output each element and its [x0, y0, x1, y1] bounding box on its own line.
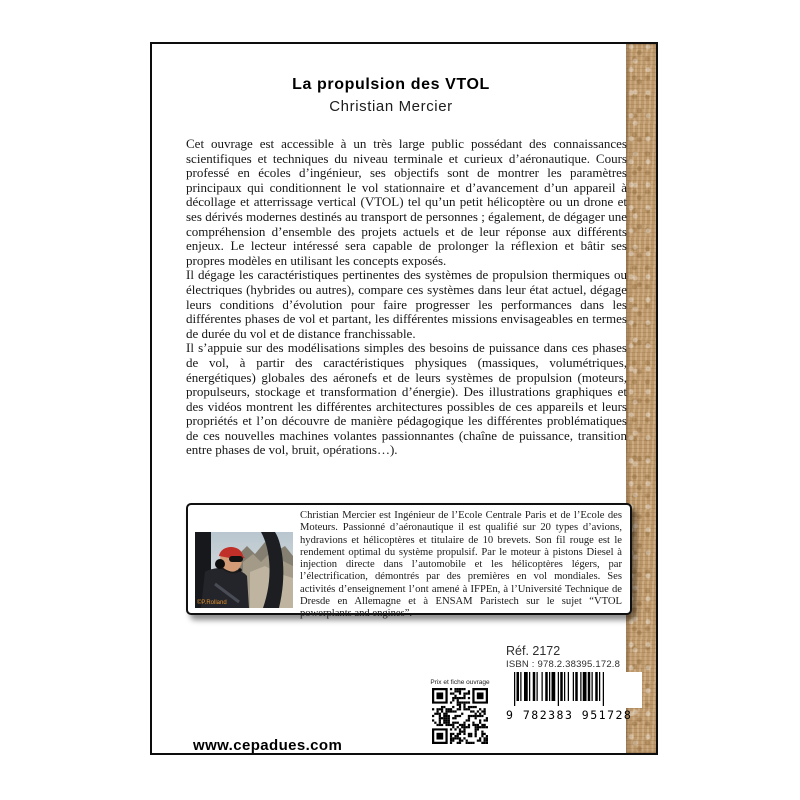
qr-label: Prix et fiche ouvrage	[430, 679, 490, 686]
isbn: ISBN : 978.2.38395.172.8	[506, 659, 621, 670]
book-title: La propulsion des VTOL	[292, 76, 490, 93]
synopsis	[186, 137, 627, 458]
qr-block	[424, 679, 496, 749]
back-cover-page	[150, 42, 658, 755]
author-bio-text: Christian Mercier est Ingénieur de l’Ecole Centrale Paris et de l’Ecole des Moteurs. Passionné d’aéronautique il est qualifié sur 20 types d’avions, hydravions et hélicoptères et titulaire de 10 brevets. Son fil rouge est le rendement optimal du système propulsif. Par le moteur à pistons Diesel à injection directe dans l’automobile et les hélicoptères légers, par l’électrification, démontrés par des premières en vol mondiales. Ses activités d’enseignement l’ont amené à IFPEn, à l’Université Technique de Dresde en Allemagne et à ENSAM Paristech sur le sujet “VTOL powerplants and engines”.	[300, 510, 622, 620]
synopsis-paragraph-3: Il s’appuie sur des modélisations simples des besoins de puissance dans ces phases de vol, à partir des caractéristiques physiques (massiques, volumétriques, énergétiques) globales des aéronefs et de leurs systèmes de propulsion (moteurs, propulseurs, stockage et transformation d’énergie). Des illustrations graphiques et des vidéos montrent les différentes architectures possibles de ces appareils et leurs propriétés et l’on découvre de manière pédagogique les différentes problématiques de ces nouvelles machines volantes passionnantes (chaîne de puissance, transition entre phases de vol, bruit, opérations…).	[186, 340, 627, 458]
qr-code-icon	[432, 688, 488, 744]
reference-number: Réf. 2172	[506, 644, 561, 658]
ean-barcode-icon	[506, 672, 642, 708]
synopsis-paragraph-1: Cet ouvrage est accessible à un très large public possédant des connaissances scientifiques et techniques du niveau terminale et curieux d’aéronautique. Cours professé en écoles d’ingénieur, ses objectifs sont de montrer les paramètres principaux qui conditionnent le vol stationnaire et d’avancement d’un appareil à décollage et atterrissage vertical (VTOL) tel qu’un petit hélicoptère ou un drone et ses dérivés modernes destinés au transport de personnes ; également, de dégager une compréhension d’ensemble des projets actuels et de leur réponse aux différents enjeux. Le lecteur intéressé sera capable de prolonger la réflexion et bâtir ses propres modèles en utilisant les concepts exposés.	[186, 136, 627, 268]
reference-block	[506, 644, 646, 722]
author-photo	[195, 532, 293, 608]
author-bio-box	[186, 503, 632, 620]
headset-earcup	[215, 559, 225, 569]
sunglasses	[229, 556, 243, 562]
book-author: Christian Mercier	[329, 98, 453, 115]
publisher-website: www.cepadues.com	[193, 737, 343, 754]
barcode-digits: 9 782383 951728	[506, 708, 633, 722]
synopsis-paragraph-2: Il dégage les caractéristiques pertinentes des systèmes de propulsion thermiques ou électriques (hybrides ou autres), compare ces systèmes dans leur état actuel, dégage leurs conditions d’évolution pour faire progresser les performances dans les différentes phases de vol et partant, les différentes missions envisageables en termes de durée du vol et de distance franchissable.	[186, 267, 627, 341]
photo-credit: ©P.Rolland	[197, 600, 227, 606]
